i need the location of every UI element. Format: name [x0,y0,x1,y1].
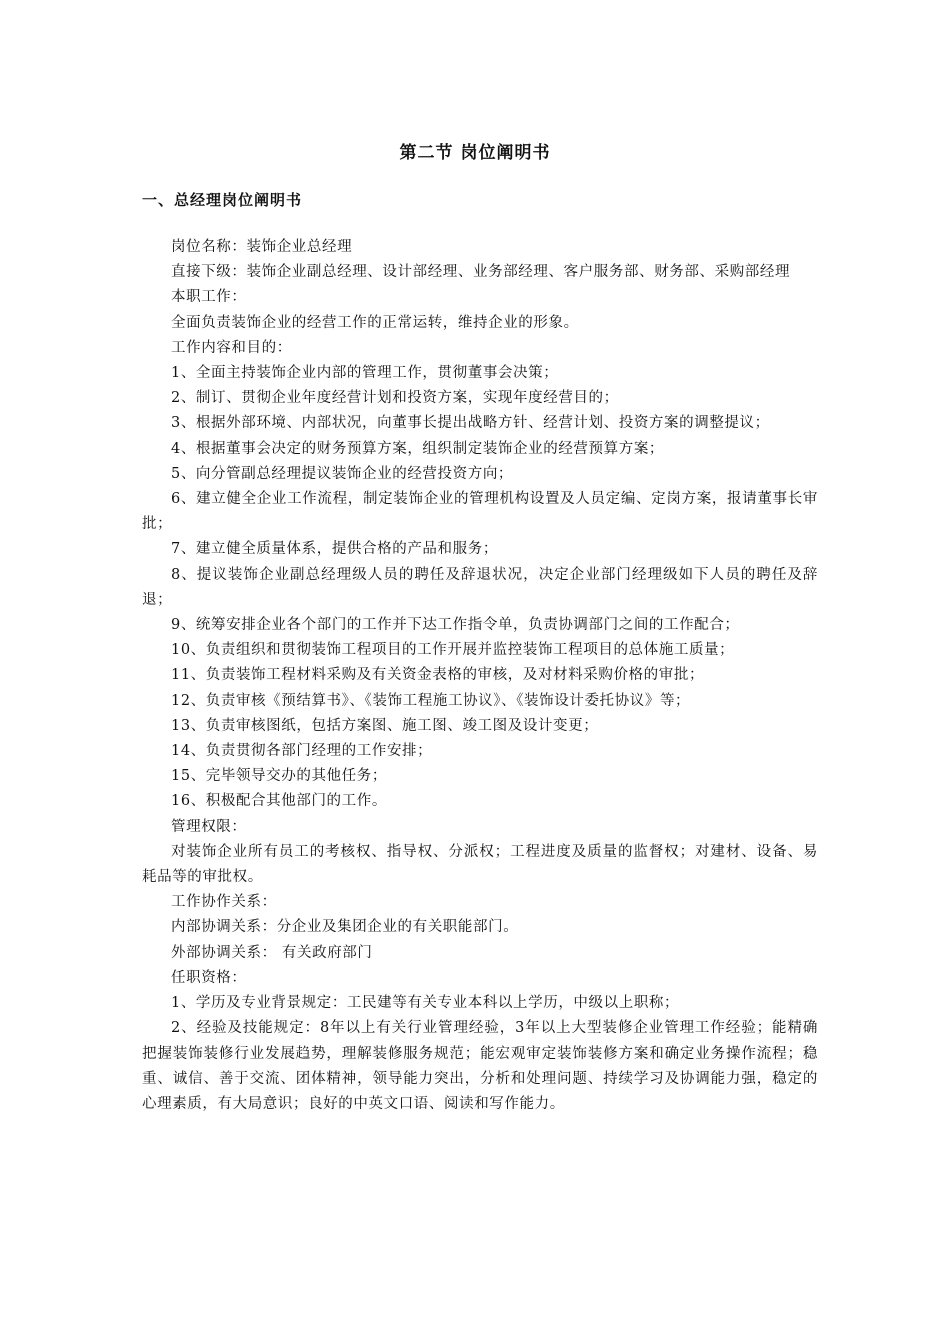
body-paragraph: 对装饰企业所有员工的考核权、指导权、分派权；工程进度及质量的监督权；对建材、设备、易耗品等的审批权。 [142,843,818,886]
body-paragraph: 9、统筹安排企业各个部门的工作并下达工作指令单，负责协调部门之间的工作配合； [171,617,740,634]
body-paragraph: 岗位名称：装饰企业总经理 [171,239,353,255]
body-paragraph: 工作协作关系： [171,894,277,911]
body-paragraph: 12、负责审核《预结算书》、《装饰工程施工协议》、《装饰设计委托协议》等； [171,692,691,709]
body-paragraph: 工作内容和目的： [171,339,292,356]
body-paragraph: 全面负责装饰企业的经营工作的正常运转，维持企业的形象。 [171,314,579,331]
body-paragraph: 外部协调关系： 有关政府部门 [171,944,373,961]
page-title: 第二节 岗位阐明书 [399,143,551,163]
body-paragraph: 13、负责审核图纸，包括方案图、施工图、竣工图及设计变更； [171,717,599,734]
body-paragraph: 15、完毕领导交办的其他任务； [171,768,387,785]
body-paragraph: 14、负责贯彻各部门经理的工作安排； [171,743,433,760]
body-paragraph: 直接下级：装饰企业副总经理、设计部经理、业务部经理、客户服务部、财务部、采购部经理 [171,264,791,281]
body-paragraph: 16、积极配合其他部门的工作。 [171,793,387,810]
document-body [142,235,818,1117]
body-paragraph: 1、全面主持装饰企业内部的管理工作，贯彻董事会决策； [171,365,559,382]
body-paragraph: 内部协调关系：分企业及集团企业的有关职能部门。 [171,919,519,936]
body-paragraph: 1、学历及专业背景规定：工民建等有关专业本科以上学历，中级以上职称； [171,995,680,1012]
body-paragraph: 8、提议装饰企业副总经理级人员的聘任及辞退状况，决定企业部门经理级如下人员的聘任及辞退； [142,566,818,608]
body-paragraph: 6、建立健全企业工作流程，制定装饰企业的管理机构设置及人员定编、定岗方案，报请董事长审批； [142,491,818,533]
section-heading: 一、总经理岗位阐明书 [142,191,303,209]
body-paragraph: 本职工作： [171,289,247,306]
body-paragraph: 2、制订、贯彻企业年度经营计划和投资方案，实现年度经营目的； [171,390,619,407]
body-paragraph: 7、建立健全质量体系，提供合格的产品和服务； [171,541,498,558]
body-paragraph: 4、根据董事会决定的财务预算方案，组织制定装饰企业的经营预算方案； [171,440,665,457]
body-paragraph: 3、根据外部环境、内部状况，向董事长提出战略方针、经营计划、投资方案的调整提议； [171,415,770,432]
body-paragraph: 11、负责装饰工程材料采购及有关资金表格的审核，及对材料采购价格的审批； [171,667,705,684]
body-paragraph: 任职资格： [171,969,247,986]
body-paragraph: 管理权限： [171,818,247,835]
body-paragraph: 10、负责组织和贯彻装饰工程项目的工作开展并监控装饰工程项目的总体施工质量； [171,642,735,659]
body-paragraph: 5、向分管副总经理提议装饰企业的经营投资方向； [171,465,514,482]
body-paragraph: 2、经验及技能规定：8年以上有关行业管理经验，3年以上大型装修企业管理工作经验；能精确把握装饰装修行业发展趋势，理解装修服务规范；能宏观审定装饰装修方案和确定业务操作流程；稳重、诚信、善于交流、团体精神，领导能力突出，分析和处理问题、持续学习及协调能力强，稳定的心理素质，有大局意识；良好的中英文口语、阅读和写作能力。 [142,1020,818,1112]
